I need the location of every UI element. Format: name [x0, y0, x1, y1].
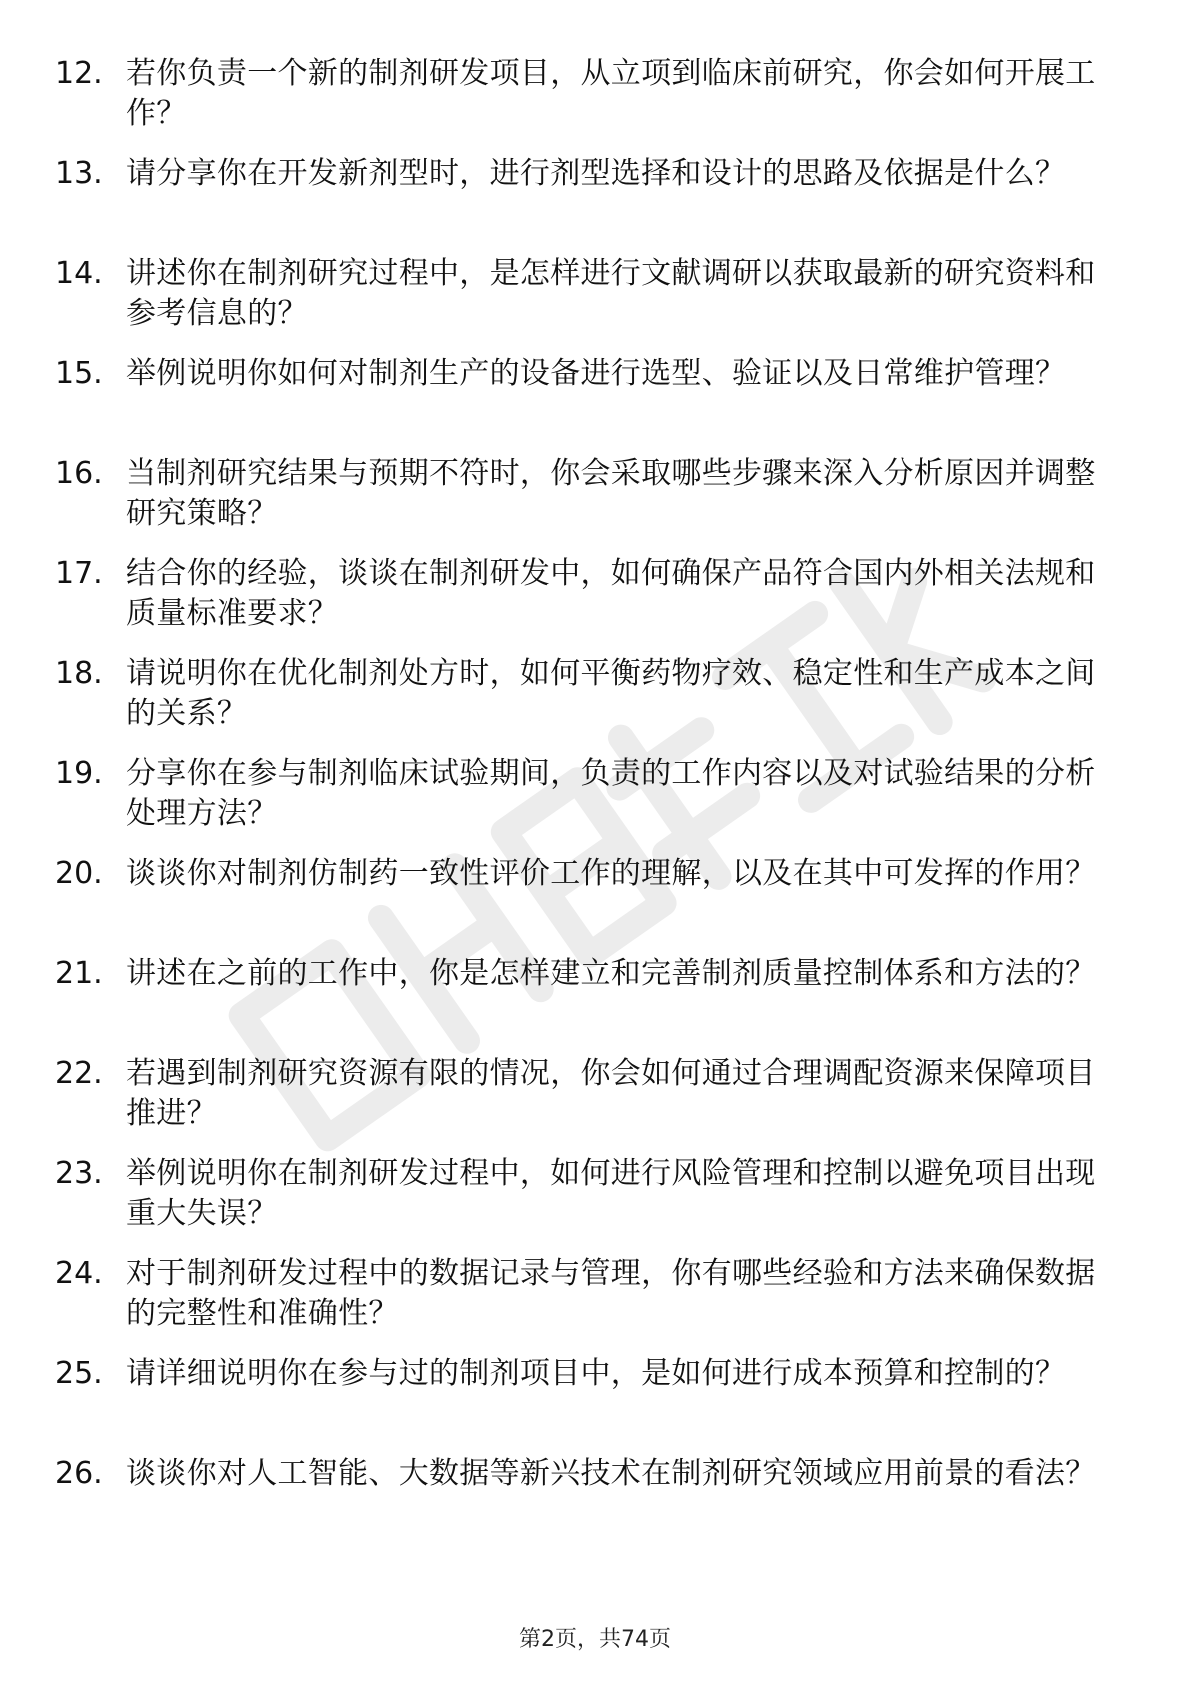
list-item	[0, 654, 1190, 754]
question-number: 15.	[55, 356, 103, 391]
question-number: 25.	[55, 1356, 103, 1391]
list-item	[0, 754, 1190, 854]
question-text: 分享你在参与制剂临床试验期间，负责的工作内容以及对试验结果的分析处理方法？	[126, 756, 1096, 831]
question-number: 18.	[55, 656, 103, 691]
list-item	[0, 254, 1190, 354]
list-item	[0, 1354, 1190, 1454]
question-number: 13.	[55, 156, 103, 191]
question-number: 16.	[55, 456, 103, 491]
question-number: 23.	[55, 1156, 103, 1191]
question-text: 谈谈你对制剂仿制药一致性评价工作的理解，以及在其中可发挥的作用？	[126, 856, 1096, 891]
question-number: 26.	[55, 1456, 103, 1491]
question-text: 举例说明你如何对制剂生产的设备进行选型、验证以及日常维护管理？	[126, 356, 1066, 391]
list-item	[0, 854, 1190, 954]
question-number: 20.	[55, 856, 103, 891]
question-text: 结合你的经验，谈谈在制剂研发中，如何确保产品符合国内外相关法规和质量标准要求？	[126, 556, 1096, 631]
question-list	[0, 54, 1190, 1554]
question-text: 对于制剂研发过程中的数据记录与管理，你有哪些经验和方法来确保数据的完整性和准确性？	[126, 1256, 1096, 1331]
list-item	[0, 1054, 1190, 1154]
question-text: 谈谈你对人工智能、大数据等新兴技术在制剂研究领域应用前景的看法？	[126, 1456, 1096, 1491]
question-number: 22.	[55, 1056, 103, 1091]
list-item	[0, 954, 1190, 1054]
list-item	[0, 1154, 1190, 1254]
question-text: 请分享你在开发新剂型时，进行剂型选择和设计的思路及依据是什么？	[126, 156, 1066, 191]
list-item	[0, 454, 1190, 554]
list-item	[0, 354, 1190, 454]
list-item	[0, 154, 1190, 254]
question-number: 24.	[55, 1256, 103, 1291]
question-text: 请详细说明你在参与过的制剂项目中，是如何进行成本预算和控制的？	[126, 1356, 1066, 1391]
list-item	[0, 1254, 1190, 1354]
list-item	[0, 554, 1190, 654]
question-text: 请说明你在优化制剂处方时，如何平衡药物疗效、稳定性和生产成本之间的关系？	[126, 656, 1096, 731]
question-number: 12.	[55, 56, 103, 91]
question-number: 19.	[55, 756, 103, 791]
question-number: 17.	[55, 556, 103, 591]
question-text: 若你负责一个新的制剂研发项目，从立项到临床前研究，你会如何开展工作？	[126, 56, 1096, 131]
list-item	[0, 1454, 1190, 1554]
question-text: 讲述你在制剂研究过程中，是怎样进行文献调研以获取最新的研究资料和参考信息的？	[126, 256, 1096, 331]
question-text: 举例说明你在制剂研发过程中，如何进行风险管理和控制以避免项目出现重大失误？	[126, 1156, 1096, 1231]
question-text: 讲述在之前的工作中，你是怎样建立和完善制剂质量控制体系和方法的？	[126, 956, 1096, 991]
question-number: 21.	[55, 956, 103, 991]
list-item	[0, 54, 1190, 154]
question-text: 当制剂研究结果与预期不符时，你会采取哪些步骤来深入分析原因并调整研究策略？	[126, 456, 1096, 531]
question-text: 若遇到制剂研究资源有限的情况，你会如何通过合理调配资源来保障项目推进？	[126, 1056, 1096, 1131]
page-footer: 第2页，共74页	[519, 1627, 671, 1652]
question-number: 14.	[55, 256, 103, 291]
